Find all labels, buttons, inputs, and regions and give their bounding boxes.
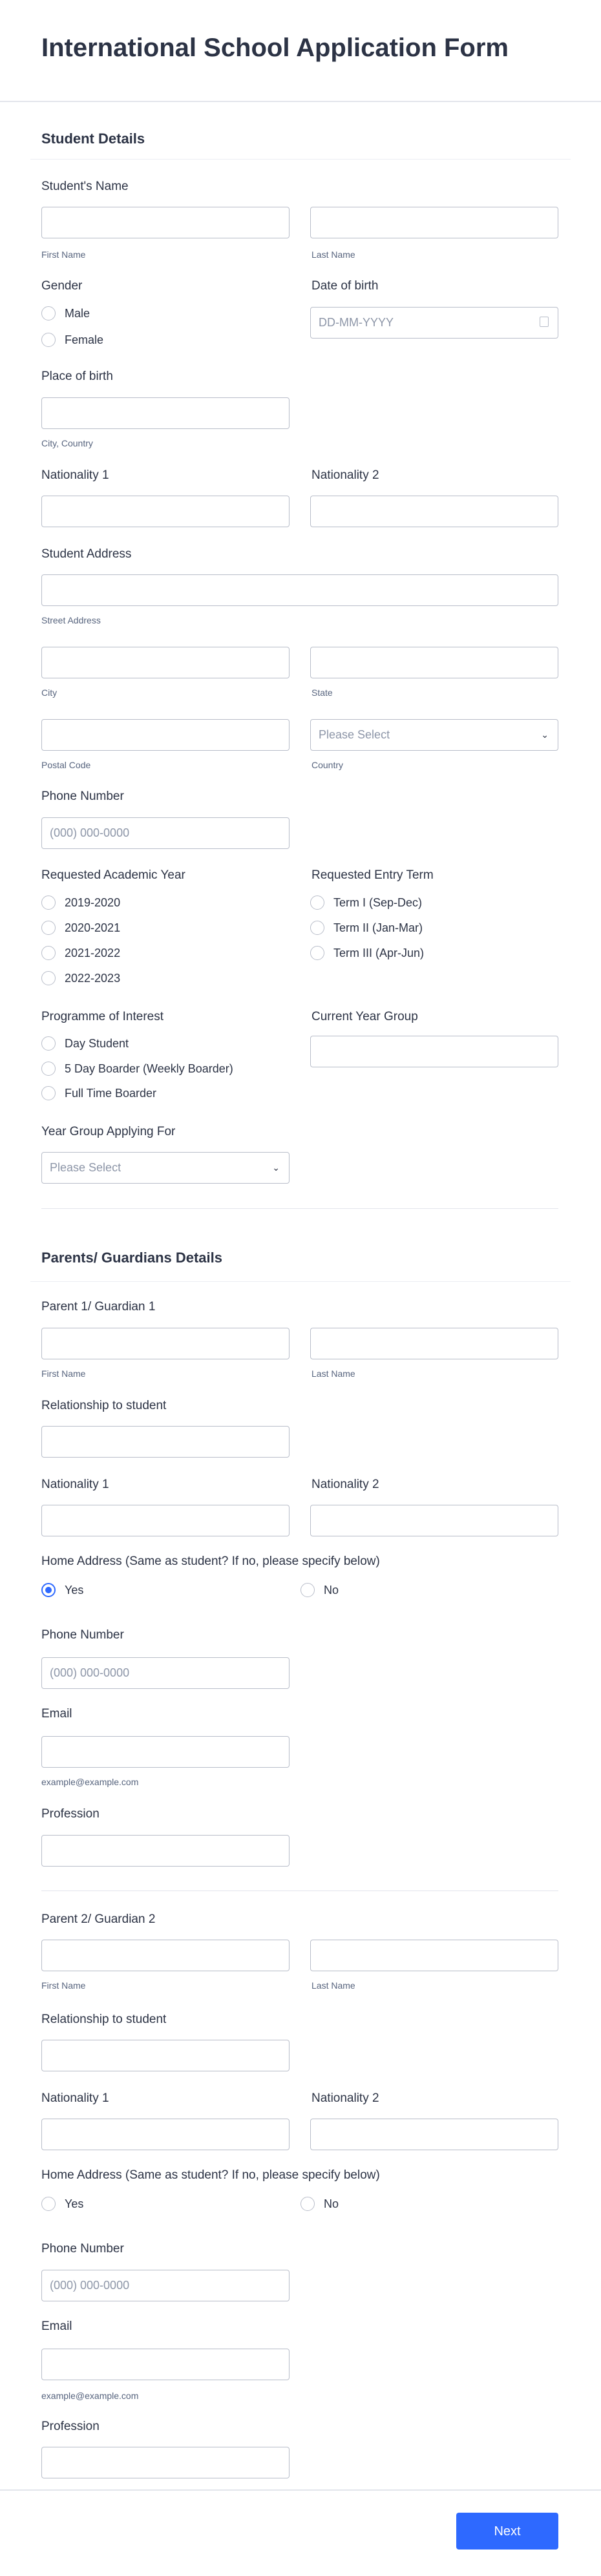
phone-label: Phone Number (41, 790, 124, 803)
nationality-2-label: Nationality 2 (311, 1478, 379, 1491)
radio-selected-icon (41, 1583, 56, 1597)
entry-term-label: Requested Entry Term (311, 868, 434, 882)
option-label: 2022-2023 (65, 971, 121, 985)
country-select[interactable] (310, 719, 558, 751)
year-radio[interactable] (41, 921, 120, 935)
parent-1-profession-input[interactable] (41, 1835, 290, 1867)
parent-1-home-no-radio[interactable] (300, 1583, 339, 1597)
parent-1-last-input[interactable] (310, 1328, 558, 1359)
parent-2-phone-input[interactable]: (000) 000-0000 (41, 2270, 290, 2301)
profession-label: Profession (41, 2420, 100, 2433)
year-radio[interactable] (41, 946, 120, 960)
parent-1-label: Parent 1/ Guardian 1 (41, 1300, 156, 1314)
parent-2-home-no-radio[interactable] (300, 2197, 339, 2211)
parent-1-nationality-1-input[interactable] (41, 1505, 290, 1536)
first-name-sublabel: First Name (41, 1368, 86, 1379)
divider (30, 159, 571, 160)
first-name-sublabel: First Name (41, 249, 86, 260)
parent-2-profession-input[interactable] (41, 2447, 290, 2478)
students-name-label: Student's Name (41, 180, 129, 193)
option-label: Female (65, 333, 104, 346)
parent-1-email-input[interactable] (41, 1736, 290, 1768)
year-radio[interactable] (41, 971, 120, 985)
option-label: Yes (65, 2197, 84, 2210)
parent-1-nationality-2-input[interactable] (310, 1505, 558, 1536)
street-input[interactable] (41, 574, 558, 606)
applying-placeholder: Please Select (50, 1161, 121, 1174)
relationship-label: Relationship to student (41, 2013, 167, 2026)
parent-1-relationship-input[interactable] (41, 1426, 290, 1458)
option-label: Term I (Sep-Dec) (333, 895, 423, 909)
option-label: 5 Day Boarder (Weekly Boarder) (65, 1062, 233, 1075)
section-student-details: Student Details (41, 131, 145, 147)
first-name-sublabel: First Name (41, 1980, 86, 1991)
current-year-label: Current Year Group (311, 1010, 418, 1023)
phone-label: Phone Number (41, 1628, 124, 1642)
parent-2-label: Parent 2/ Guardian 2 (41, 1912, 156, 1926)
option-label: 2019-2020 (65, 895, 121, 909)
option-label: No (324, 2197, 339, 2210)
phone-input[interactable]: (000) 000-0000 (41, 817, 290, 849)
divider (41, 1890, 558, 1891)
email-sublabel: example@example.com (41, 2391, 139, 2401)
nationality-2-label: Nationality 2 (311, 2091, 379, 2105)
gender-male-radio[interactable] (41, 306, 90, 320)
term-radio[interactable] (310, 921, 423, 935)
applying-label: Year Group Applying For (41, 1125, 176, 1138)
radio-icon (41, 1036, 56, 1051)
academic-year-label: Requested Academic Year (41, 868, 185, 882)
nationality-2-label: Nationality 2 (311, 468, 379, 482)
option-label: Term II (Jan-Mar) (333, 921, 423, 934)
divider (30, 1281, 571, 1282)
programme-radio[interactable] (41, 1036, 129, 1051)
chevron-down-icon: ⌄ (272, 1162, 280, 1173)
radio-icon (41, 1062, 56, 1076)
parent-2-nationality-2-input[interactable] (310, 2119, 558, 2150)
option-label: No (324, 1583, 339, 1597)
option-label: 2021-2022 (65, 946, 121, 959)
option-label: Male (65, 306, 90, 320)
parent-2-first-input[interactable] (41, 1940, 290, 1971)
postal-input[interactable] (41, 719, 290, 751)
option-label: Day Student (65, 1036, 129, 1050)
radio-icon (41, 333, 56, 347)
email-label: Email (41, 1707, 72, 1721)
radio-icon (41, 1086, 56, 1100)
applying-select[interactable] (41, 1152, 290, 1184)
address-label: Student Address (41, 547, 132, 561)
parent-2-home-yes-radio[interactable] (41, 2197, 83, 2211)
nationality-1-label: Nationality 1 (41, 468, 109, 482)
term-radio[interactable] (310, 895, 422, 910)
phone-label: Phone Number (41, 2242, 124, 2256)
pob-sublabel: City, Country (41, 438, 93, 448)
parent-1-first-input[interactable] (41, 1328, 290, 1359)
radio-icon (300, 1583, 315, 1597)
parent-2-nationality-1-input[interactable] (41, 2119, 290, 2150)
option-label: Yes (65, 1583, 84, 1597)
country-placeholder: Please Select (319, 728, 390, 741)
last-name-sublabel: Last Name (311, 1368, 355, 1379)
dob-placeholder: DD-MM-YYYY (319, 316, 394, 329)
parent-2-email-input[interactable] (41, 2349, 290, 2380)
nationality-1-label: Nationality 1 (41, 2091, 109, 2105)
profession-label: Profession (41, 1807, 100, 1821)
nationality-1-label: Nationality 1 (41, 1478, 109, 1491)
radio-icon (300, 2197, 315, 2211)
state-input[interactable] (310, 647, 558, 678)
radio-icon (310, 946, 324, 960)
home-address-label: Home Address (Same as student? If no, please specify below) (41, 1555, 380, 1568)
city-input[interactable] (41, 647, 290, 678)
nationality-1-input[interactable] (41, 496, 290, 527)
postal-sublabel: Postal Code (41, 760, 91, 770)
radio-icon (310, 921, 324, 935)
divider (41, 1208, 558, 1209)
year-radio[interactable] (41, 895, 120, 910)
home-address-label: Home Address (Same as student? If no, please specify below) (41, 2168, 380, 2182)
parent-1-phone-input[interactable]: (000) 000-0000 (41, 1657, 290, 1689)
last-name-input[interactable] (310, 207, 558, 238)
dob-input[interactable] (310, 307, 558, 339)
pob-input[interactable] (41, 397, 290, 429)
country-sublabel: Country (311, 760, 344, 770)
dob-label: Date of birth (311, 279, 379, 293)
last-name-sublabel: Last Name (311, 1980, 355, 1991)
first-name-input[interactable] (41, 207, 290, 238)
city-sublabel: City (41, 687, 58, 698)
street-sublabel: Street Address (41, 615, 101, 625)
programme-label: Programme of Interest (41, 1010, 164, 1023)
term-radio[interactable] (310, 946, 424, 960)
radio-icon (41, 946, 56, 960)
option-label: Full Time Boarder (65, 1086, 157, 1100)
parent-2-last-input[interactable] (310, 1940, 558, 1971)
current-year-input[interactable] (310, 1036, 558, 1067)
state-sublabel: State (311, 687, 333, 698)
pob-label: Place of birth (41, 370, 113, 383)
chevron-down-icon: ⌄ (541, 729, 549, 740)
option-label: 2020-2021 (65, 921, 121, 934)
radio-icon (41, 921, 56, 935)
radio-icon (310, 895, 324, 910)
calendar-icon[interactable] (540, 317, 549, 327)
email-sublabel: example@example.com (41, 1777, 139, 1787)
form-title: International School Application Form (41, 34, 509, 62)
programme-radio[interactable] (41, 1086, 156, 1100)
last-name-sublabel: Last Name (311, 249, 355, 260)
radio-icon (41, 306, 56, 320)
gender-female-radio[interactable] (41, 333, 103, 347)
relationship-label: Relationship to student (41, 1399, 167, 1412)
header-divider (0, 101, 601, 102)
email-label: Email (41, 2319, 72, 2333)
nationality-2-input[interactable] (310, 496, 558, 527)
next-button[interactable]: Next (456, 2513, 558, 2550)
option-label: Term III (Apr-Jun) (333, 946, 425, 959)
radio-icon (41, 971, 56, 985)
radio-icon (41, 895, 56, 910)
radio-icon (41, 2197, 56, 2211)
parent-1-home-yes-radio[interactable] (41, 1583, 83, 1597)
gender-label: Gender (41, 279, 83, 293)
parent-2-relationship-input[interactable] (41, 2040, 290, 2071)
section-parents-details: Parents/ Guardians Details (41, 1250, 222, 1266)
footer-divider (0, 2489, 601, 2491)
programme-radio[interactable] (41, 1062, 233, 1076)
